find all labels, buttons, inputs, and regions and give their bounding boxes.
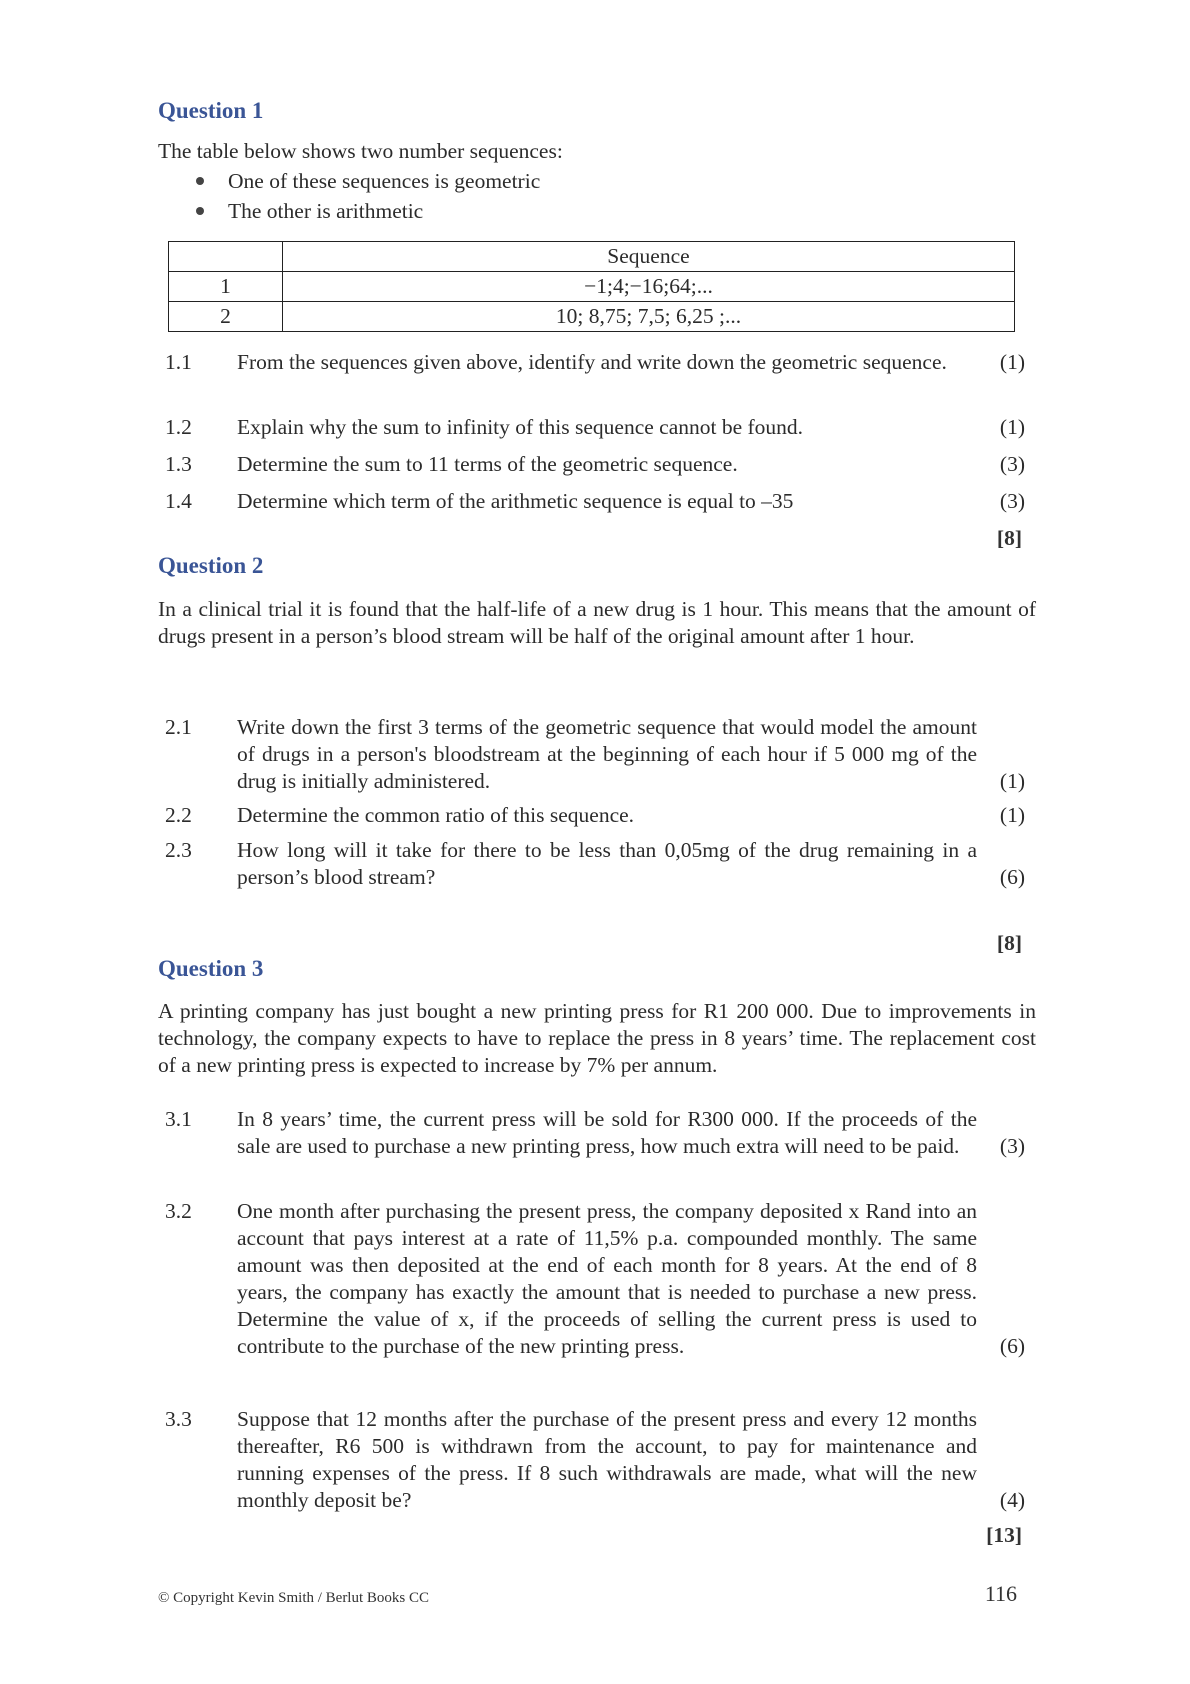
item-number: 3.3 [165, 1407, 192, 1431]
table-cell-num: 1 [169, 272, 283, 302]
bullet-text: The other is arithmetic [228, 199, 424, 223]
item-marks: (4) [999, 1488, 1025, 1512]
table-header-row [169, 242, 1015, 272]
item-number: 1.4 [165, 489, 192, 513]
bullet-icon [196, 207, 204, 215]
question-1-heading: Question 1 [158, 98, 264, 123]
question-1-intro: The table below shows two number sequences: [158, 139, 563, 163]
item-number: 1.3 [165, 452, 192, 476]
question-item-1-3 [165, 451, 1025, 478]
item-marks: (3) [999, 1134, 1025, 1158]
item-marks: (3) [999, 489, 1025, 513]
item-text: Suppose that 12 months after the purchase of the present press and every 12 months thereafter, R6 500 is withdrawn from the account, to pay for maintenance and running expenses of the press. If 8 such withdrawals are made, what will the new monthly deposit be? [237, 1407, 977, 1512]
item-number: 2.1 [165, 715, 192, 739]
table-header-cell [169, 242, 283, 272]
item-number: 3.2 [165, 1199, 192, 1223]
item-text: Determine which term of the arithmetic sequence is equal to –35 [237, 489, 794, 513]
table-cell-num: 2 [169, 302, 283, 332]
item-text: In 8 years’ time, the current press will be sold for R300 000. If the proceeds of the sale are used to purchase a new printing press, how much extra will need to be paid. [237, 1107, 977, 1158]
table-cell-sequence: 10; 8,75; 7,5; 6,25 ;... [283, 302, 1015, 332]
item-number: 3.1 [165, 1107, 192, 1131]
question-2-heading: Question 2 [158, 553, 264, 578]
item-number: 1.2 [165, 415, 192, 439]
question-2-intro: In a clinical trial it is found that the half-life of a new drug is 1 hour. This means that the amount of drugs present in a person’s blood stream will be half of the original amount after 1 hour. [158, 597, 1036, 648]
question-item-2-2 [165, 802, 1025, 829]
sequence-table [168, 241, 1015, 332]
question-1-total-marks: [8] [996, 526, 1022, 550]
bullet-icon [196, 177, 204, 185]
item-text: One month after purchasing the present press, the company deposited x Rand into an account that pays interest at a rate of 11,5% p.a. compounded monthly. The same amount was then deposited at the end of each month for 8 years. At the end of 8 years, the company has exactly the amount that is needed to purchase a new press. Determine the value of x, if the proceeds of selling the current press is used to contribute to the purchase of the new printing press. [237, 1199, 977, 1358]
table-row [169, 302, 1015, 332]
item-marks: (6) [999, 865, 1025, 889]
question-item-2-3 [165, 837, 1025, 891]
item-marks: (3) [999, 452, 1025, 476]
question-3-total-marks: [13] [986, 1523, 1022, 1547]
question-3-heading: Question 3 [158, 956, 264, 981]
item-number: 2.2 [165, 803, 192, 827]
footer-copyright: © Copyright Kevin Smith / Berlut Books CC [158, 1590, 429, 1606]
item-number: 1.1 [165, 350, 192, 374]
footer-page-number: 116 [984, 1581, 1017, 1606]
table-row [169, 272, 1015, 302]
question-item-3-2 [165, 1198, 1025, 1360]
question-item-1-2 [165, 414, 1025, 441]
bullet-text: One of these sequences is geometric [228, 169, 541, 193]
question-item-1-4 [165, 488, 1025, 515]
item-text: Determine the common ratio of this sequence. [237, 803, 635, 827]
question-item-3-3 [165, 1406, 1025, 1514]
item-marks: (1) [999, 769, 1025, 793]
question-1-bullet-list [190, 166, 540, 226]
question-item-2-1 [165, 714, 1025, 795]
table-header-cell: Sequence [283, 242, 1015, 272]
item-text: Determine the sum to 11 terms of the geometric sequence. [237, 452, 738, 476]
question-item-3-1 [165, 1106, 1025, 1160]
question-3-intro: A printing company has just bought a new printing press for R1 200 000. Due to improvements in technology, the company expects to have to replace the press in 8 years’ time. The replacement cost of a new printing press is expected to increase by 7% per annum. [158, 999, 1036, 1077]
item-marks: (1) [999, 415, 1025, 439]
bullet-item [190, 166, 540, 196]
item-text: From the sequences given above, identify and write down the geometric sequence. [237, 350, 947, 374]
item-marks: (6) [999, 1334, 1025, 1358]
item-text: Write down the first 3 terms of the geometric sequence that would model the amount of drugs in a person's bloodstream at the beginning of each hour if 5 000 mg of the drug is initially administered. [237, 715, 977, 793]
item-marks: (1) [999, 350, 1025, 374]
item-text: How long will it take for there to be less than 0,05mg of the drug remaining in a person’s blood stream? [237, 838, 977, 889]
question-item-1-1 [165, 349, 1025, 376]
item-marks: (1) [999, 803, 1025, 827]
bullet-item [190, 196, 540, 226]
item-number: 2.3 [165, 838, 192, 862]
question-2-total-marks: [8] [996, 931, 1022, 955]
item-text: Explain why the sum to infinity of this sequence cannot be found. [237, 415, 804, 439]
table-cell-sequence: −1;4;−16;64;... [283, 272, 1015, 302]
